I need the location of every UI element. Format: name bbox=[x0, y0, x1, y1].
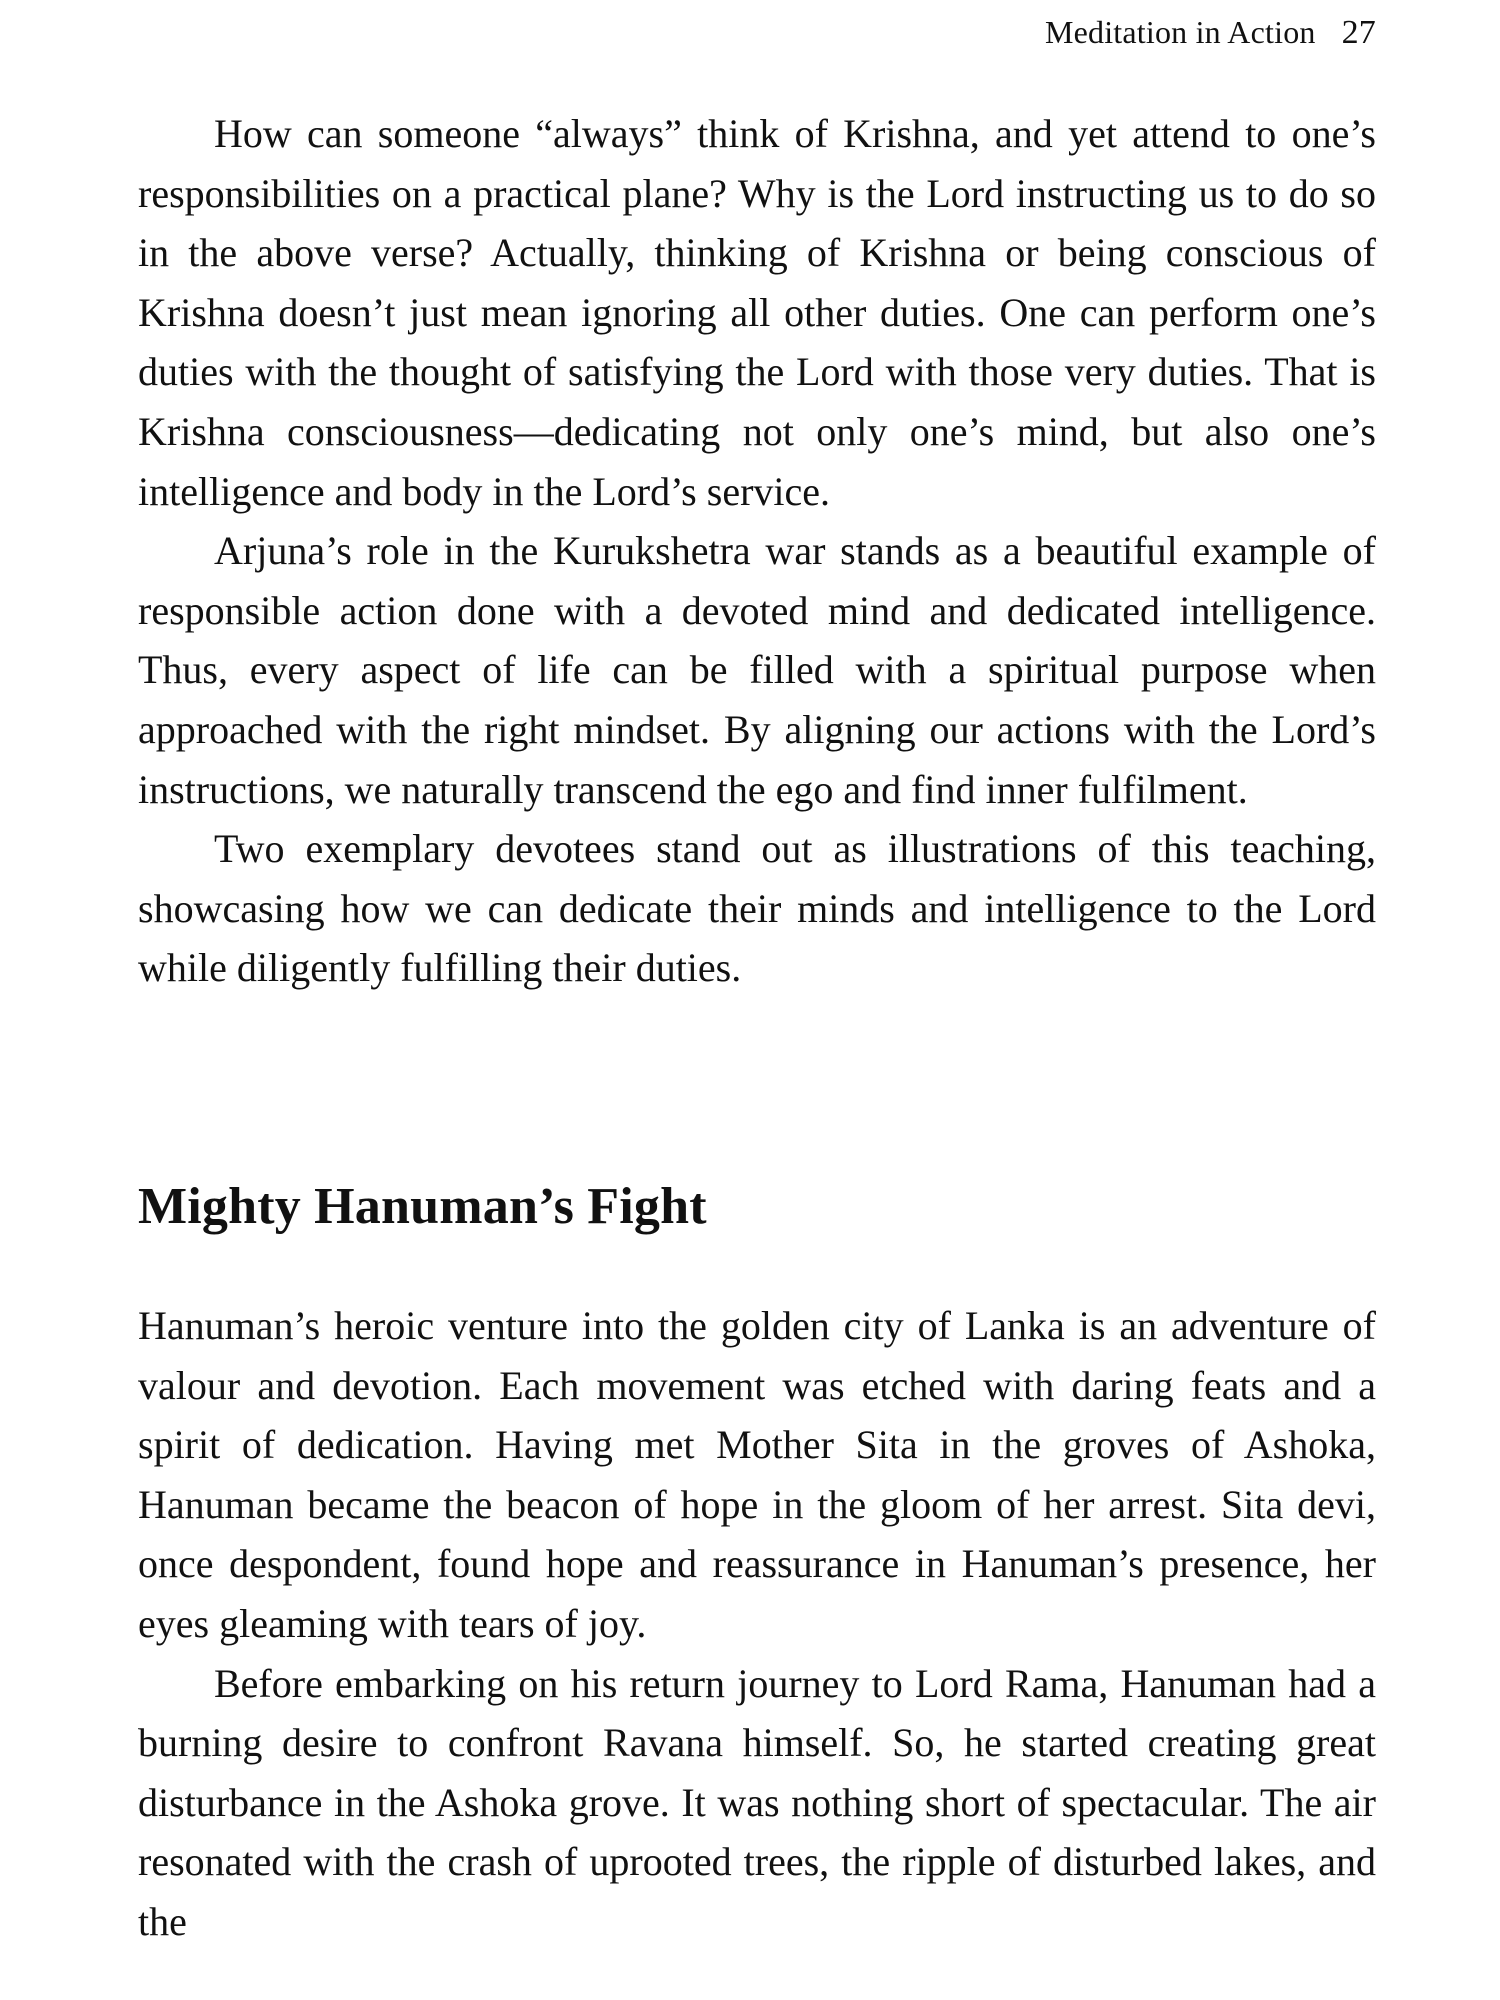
paragraph: Arjuna’s role in the Kurukshetra war stands as a beautiful example of responsible action done with a devoted mind and dedicated intelligence. Thus, every aspect of life can be filled with a spiritual purpose when approached with the right mindset. By aligning our actions with the Lord’s instructions, we naturally transcend the ego and find inner fulfilment. bbox=[138, 528, 1376, 812]
paragraph: Hanuman’s heroic venture into the golden city of Lanka is an adventure of valour and devotion. Each movement was etched with daring feats and a spirit of dedication. Having met Mother Sita in the groves of Ashoka, Hanuman became the beacon of hope in the gloom of her arrest. Sita devi, once despondent, found hope and reassurance in Hanuman’s presence, her eyes gleaming with tears of joy. bbox=[138, 1303, 1376, 1646]
body-text-top bbox=[138, 104, 1376, 998]
running-title: Meditation in Action bbox=[1044, 14, 1316, 50]
paragraph: How can someone “always” think of Krishna, and yet attend to one’s responsibilities on a practical plane? Why is the Lord instructing us to do so in the above verse? Actually, thinking of Krishna or being conscious of Krishna doesn’t just mean ignoring all other duties. One can perform one’s duties with the thought of satisfying the Lord with those very duties. That is Krishna consciousness—dedicating not only one’s mind, but also one’s intelligence and body in the Lord’s service. bbox=[138, 111, 1376, 514]
paragraph: Two exemplary devotees stand out as illustrations of this teaching, showcasing how we can dedicate their minds and intelligence to the Lord while diligently fulfilling their duties. bbox=[138, 826, 1376, 991]
section-heading: Mighty Hanuman’s Fight bbox=[138, 1178, 707, 1235]
body-text-section bbox=[138, 1296, 1376, 1952]
page-number: 27 bbox=[1341, 14, 1376, 51]
running-header bbox=[1045, 14, 1376, 52]
paragraph: Before embarking on his return journey to Lord Rama, Hanuman had a burning desire to confront Ravana himself. So, he started creating great disturbance in the Ashoka grove. It was nothing short of spectacular. The air resonated with the crash of uprooted trees, the ripple of disturbed lakes, and the bbox=[138, 1660, 1376, 1944]
